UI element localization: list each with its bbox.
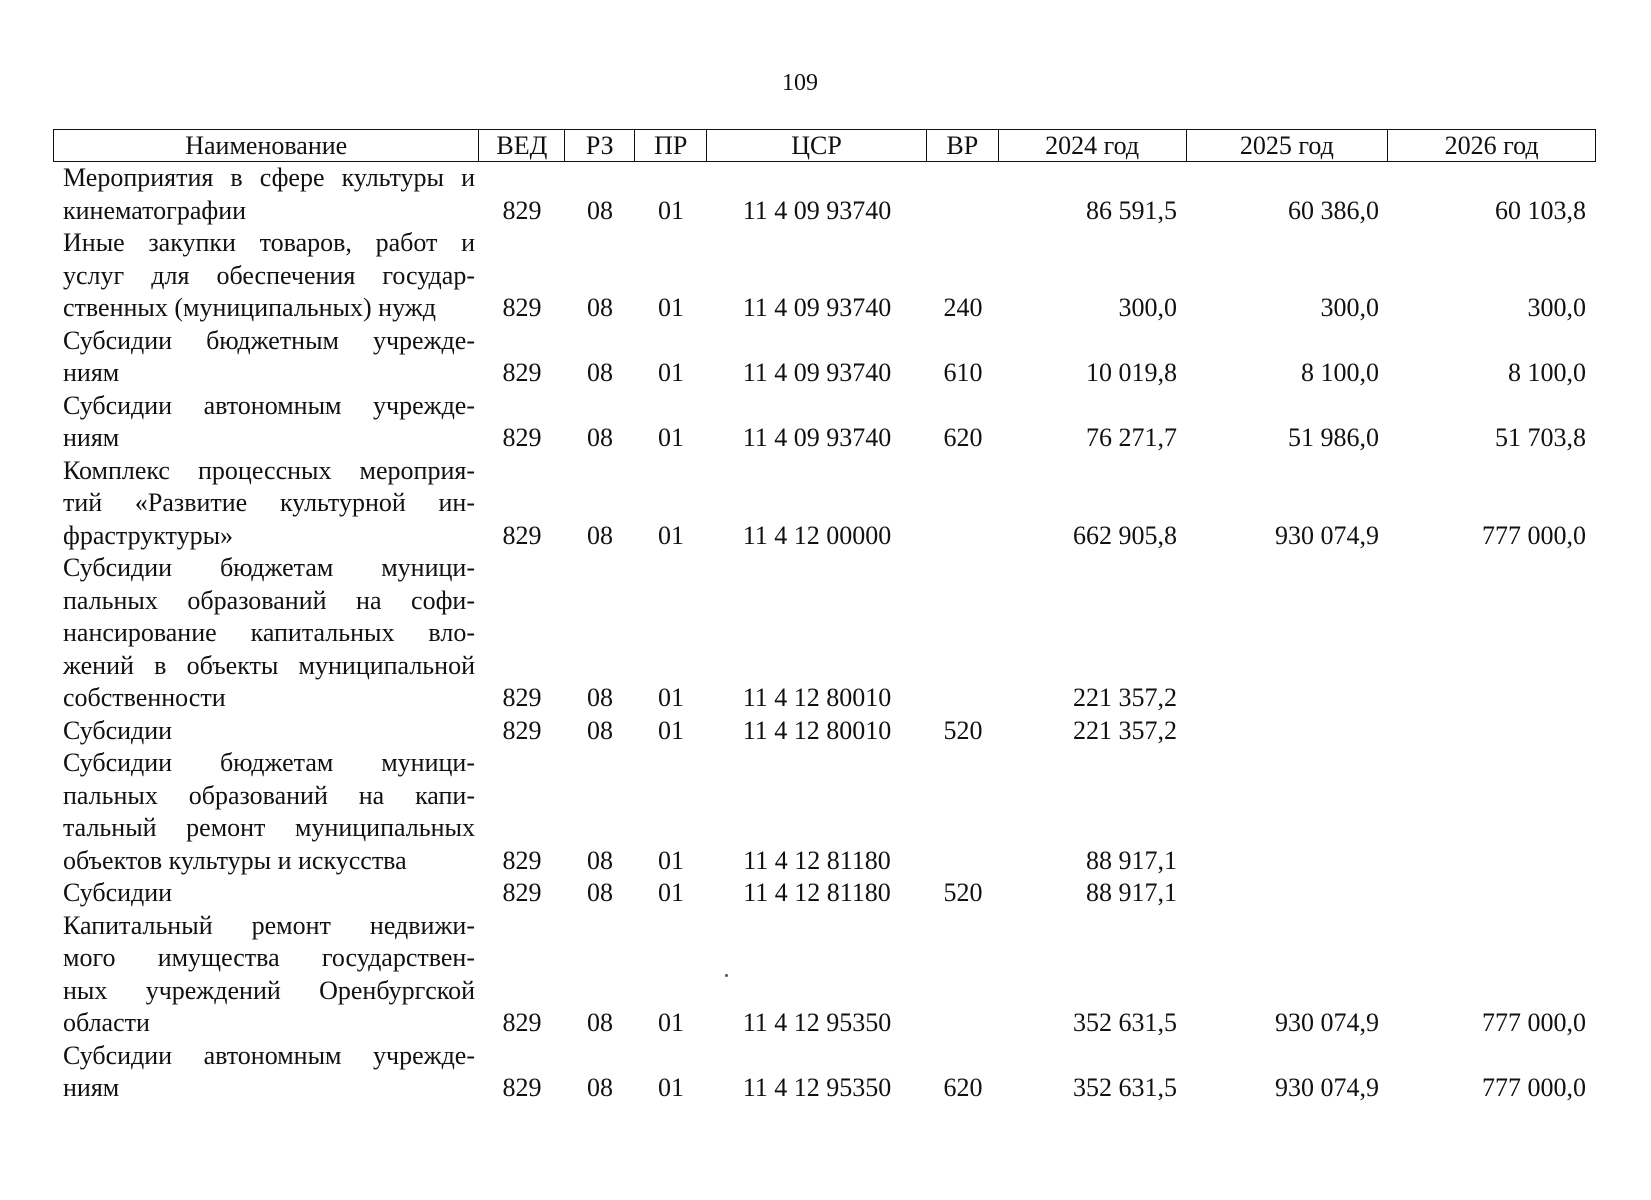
table-row (53, 227, 1596, 325)
cell-csr: 11 4 12 81180 (743, 878, 891, 907)
table-body (53, 162, 1596, 1105)
name-line: Иные закупки товаров, работ и (63, 228, 475, 257)
cell-ved: 829 (502, 293, 542, 322)
cell-name (53, 1040, 479, 1105)
cell-name (53, 715, 479, 748)
cell-2024: 221 357,2 (1073, 683, 1177, 712)
cell-ved: 829 (502, 423, 542, 452)
name-line: Капитальный ремонт недвижи- (63, 910, 475, 940)
table-row (53, 455, 1596, 553)
cell-2025: 930 074,9 (1275, 520, 1379, 550)
cell-2025: 51 986,0 (1288, 423, 1379, 452)
name-line: тальный ремонт муниципальных (63, 813, 475, 842)
cell-2024: 86 591,5 (1086, 195, 1177, 225)
cell-rz: 08 (587, 715, 613, 745)
name-line: Субсидии (63, 878, 173, 907)
cell-2026: 777 000,0 (1482, 520, 1586, 550)
cell-pr: 01 (658, 423, 684, 452)
cell-name (53, 227, 479, 325)
name-line: ниям (63, 423, 120, 452)
cell-rz: 08 (587, 845, 613, 875)
name-line: Субсидии бюджетным учрежде- (63, 325, 475, 355)
cell-pr: 01 (658, 293, 684, 322)
cell-2026: 300,0 (1527, 293, 1586, 322)
cell-2024: 76 271,7 (1086, 423, 1177, 452)
cell-2024: 88 917,1 (1086, 845, 1177, 875)
cell-2025: 930 074,9 (1275, 1008, 1379, 1037)
table-row (53, 877, 1596, 910)
cell-rz: 08 (587, 358, 613, 387)
cell-vr: 520 (943, 878, 983, 907)
header-2025: 2025 год (1187, 130, 1389, 161)
cell-csr: 11 4 12 81180 (743, 845, 891, 875)
cell-vr: 240 (943, 293, 983, 322)
name-line: собственности (63, 683, 226, 712)
header-vr: ВР (927, 130, 999, 161)
table-header (53, 129, 1596, 162)
cell-pr: 01 (658, 845, 684, 875)
cell-rz: 08 (587, 1073, 613, 1102)
name-line: Субсидии бюджетам муници- (63, 748, 475, 777)
table-row (53, 910, 1596, 1040)
cell-name (53, 390, 479, 455)
cell-csr: 11 4 12 95350 (742, 1073, 892, 1102)
name-line: Субсидии (63, 715, 173, 745)
name-line: ниям (63, 1073, 120, 1102)
cell-pr: 01 (658, 358, 684, 387)
cell-2025: 300,0 (1320, 293, 1379, 322)
name-line: услуг для обеспечения государ- (63, 260, 475, 290)
cell-2024: 662 905,8 (1073, 520, 1177, 550)
cell-name (53, 325, 479, 390)
name-line: области (63, 1008, 150, 1037)
cell-name (53, 747, 479, 877)
cell-csr: 11 4 12 80010 (742, 683, 892, 712)
name-line: Мероприятия в сфере культуры и (63, 163, 475, 192)
cell-ved: 829 (502, 845, 542, 875)
cell-csr: 11 4 12 80010 (742, 715, 892, 745)
cell-name (53, 455, 479, 553)
cell-csr: 11 4 09 93740 (742, 293, 892, 322)
table-row (53, 1040, 1596, 1105)
name-line: кинематографии (63, 195, 247, 225)
cell-2026: 777 000,0 (1482, 1073, 1586, 1102)
cell-ved: 829 (502, 358, 542, 387)
name-line: ных учреждений Оренбургской (63, 975, 475, 1005)
cell-2025: 8 100,0 (1301, 358, 1379, 387)
table-row (53, 325, 1596, 390)
cell-ved: 829 (502, 1073, 542, 1102)
header-ved: ВЕД (479, 130, 565, 161)
name-line: мого имущества государствен- (63, 943, 475, 972)
cell-2026: 8 100,0 (1508, 358, 1586, 387)
header-rz: РЗ (565, 130, 635, 161)
table-row (53, 552, 1596, 715)
cell-2026: 60 103,8 (1495, 195, 1586, 225)
cell-2026: 51 703,8 (1495, 423, 1586, 452)
name-line: фраструктуры» (63, 520, 234, 550)
table-row (53, 390, 1596, 455)
name-line: ственных (муниципальных) нужд (63, 293, 436, 322)
header-pr: ПР (635, 130, 707, 161)
cell-vr: 520 (943, 715, 983, 745)
name-line: Комплекс процессных мероприя- (63, 455, 475, 485)
header-csr: ЦСР (707, 130, 927, 161)
name-line: ниям (63, 358, 120, 387)
page-number: 109 (782, 70, 818, 96)
cell-name (53, 877, 479, 910)
cell-2024: 10 019,8 (1086, 358, 1177, 387)
name-line: жений в объекты муниципальной (63, 650, 475, 680)
cell-pr: 01 (658, 1008, 684, 1037)
name-line: Субсидии автономным учрежде- (63, 390, 475, 420)
cell-csr: 11 4 09 93740 (742, 423, 892, 452)
header-2024: 2024 год (999, 130, 1187, 161)
cell-pr: 01 (658, 715, 684, 745)
cell-ved: 829 (502, 520, 542, 550)
scan-speck (725, 974, 728, 977)
cell-rz: 08 (587, 293, 613, 322)
cell-name (53, 162, 479, 227)
cell-rz: 08 (587, 423, 613, 452)
cell-rz: 08 (587, 878, 613, 907)
name-line: пальных образований на софи- (63, 585, 475, 615)
cell-vr: 620 (943, 423, 983, 452)
cell-2026: 777 000,0 (1482, 1008, 1586, 1037)
cell-rz: 08 (587, 195, 613, 225)
cell-csr: 11 4 09 93740 (742, 195, 892, 225)
cell-vr: 610 (943, 358, 983, 387)
cell-ved: 829 (502, 878, 542, 907)
cell-pr: 01 (658, 520, 684, 550)
cell-csr: 11 4 09 93740 (742, 358, 892, 387)
cell-2024: 300,0 (1118, 293, 1177, 322)
cell-rz: 08 (587, 1008, 613, 1037)
table-row (53, 747, 1596, 877)
cell-csr: 11 4 12 00000 (742, 520, 892, 550)
cell-ved: 829 (502, 683, 542, 712)
cell-name (53, 552, 479, 715)
cell-2024: 352 631,5 (1073, 1073, 1177, 1102)
cell-name (53, 910, 479, 1040)
cell-ved: 829 (502, 1008, 542, 1037)
cell-csr: 11 4 12 95350 (742, 1008, 892, 1037)
name-line: тий «Развитие культурной ин- (63, 488, 475, 517)
name-line: Субсидии бюджетам муници- (63, 553, 475, 582)
cell-ved: 829 (502, 195, 542, 225)
table-row (53, 162, 1596, 227)
cell-vr: 620 (943, 1073, 983, 1102)
header-2026: 2026 год (1444, 131, 1539, 160)
cell-pr: 01 (658, 1073, 684, 1102)
name-line: пальных образований на капи- (63, 780, 475, 810)
cell-2024: 88 917,1 (1086, 878, 1177, 907)
cell-rz: 08 (587, 683, 613, 712)
cell-2024: 352 631,5 (1073, 1008, 1177, 1037)
name-line: Субсидии автономным учрежде- (63, 1040, 475, 1070)
table-row (53, 715, 1596, 748)
cell-2024: 221 357,2 (1073, 715, 1177, 745)
header-name: Наименование (54, 130, 479, 161)
cell-pr: 01 (658, 195, 684, 225)
cell-ved: 829 (502, 715, 542, 745)
name-line: нансирование капитальных вло- (63, 618, 475, 647)
cell-2025: 930 074,9 (1275, 1073, 1379, 1102)
cell-2025: 60 386,0 (1288, 195, 1379, 225)
cell-pr: 01 (658, 878, 684, 907)
name-line: объектов культуры и искусства (63, 845, 407, 875)
cell-rz: 08 (587, 520, 613, 550)
cell-pr: 01 (658, 683, 684, 712)
